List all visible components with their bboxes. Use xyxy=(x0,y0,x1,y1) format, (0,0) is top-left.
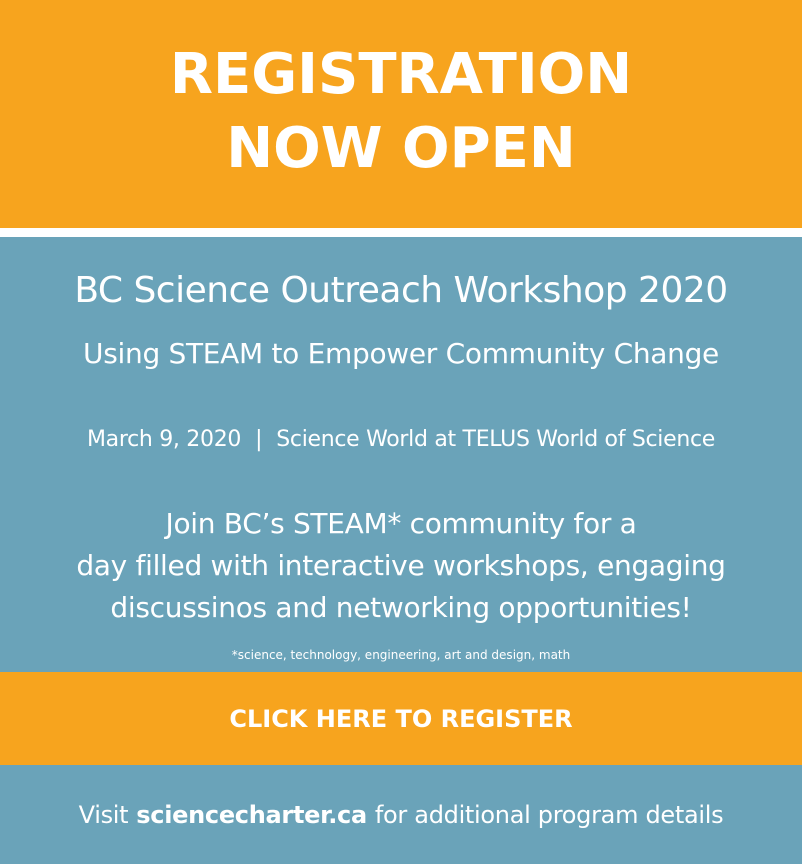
sciencecharter-link[interactable]: sciencecharter.ca xyxy=(136,800,367,829)
steam-footnote: *science, technology, engineering, art and design, math xyxy=(231,648,571,662)
description-line-2: day filled with interactive workshops, engaging xyxy=(76,549,726,582)
footer-visit-line xyxy=(0,765,802,864)
event-venue: Science World at TELUS World of Science xyxy=(276,427,716,452)
workshop-subtitle: Using STEAM to Empower Community Change xyxy=(83,337,719,370)
footer-suffix: for additional program details xyxy=(374,800,724,829)
footer-prefix: Visit xyxy=(78,800,129,829)
event-date-venue xyxy=(0,425,802,455)
register-button[interactable] xyxy=(0,672,802,765)
event-date: March 9, 2020 xyxy=(86,427,242,452)
description-line-1: Join BC’s STEAM* community for a xyxy=(165,507,637,540)
workshop-title: BC Science Outreach Workshop 2020 xyxy=(74,270,728,311)
white-divider xyxy=(0,228,802,237)
date-venue-separator: | xyxy=(255,427,263,452)
banner-headline-line-1: REGISTRATION xyxy=(169,42,633,107)
banner-headline-line-2: NOW OPEN xyxy=(226,116,576,181)
register-button-label: CLICK HERE TO REGISTER xyxy=(229,704,573,733)
event-info-panel xyxy=(0,237,802,672)
registration-banner xyxy=(0,0,802,228)
description-line-3: discussinos and networking opportunities! xyxy=(110,591,692,624)
event-description xyxy=(0,503,802,629)
